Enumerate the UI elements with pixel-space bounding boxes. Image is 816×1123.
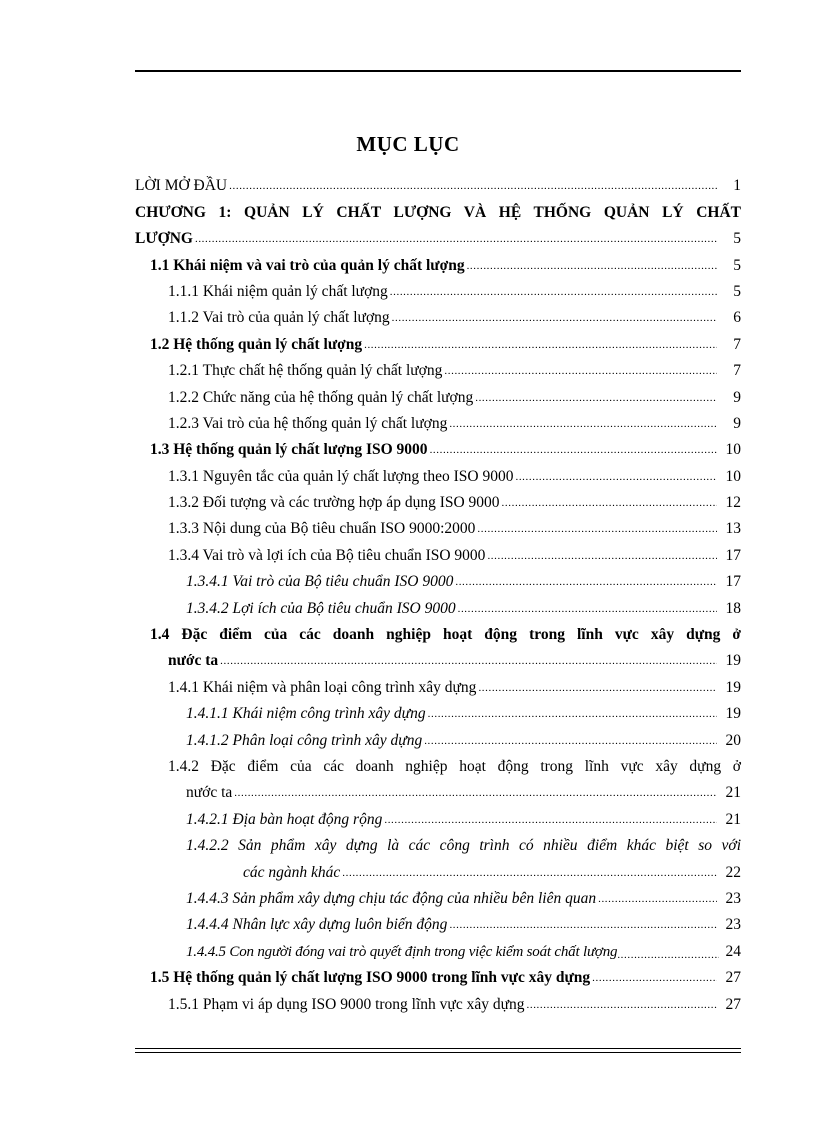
dot-leader (392, 311, 717, 325)
dot-leader (384, 813, 717, 827)
toc-page-number: 24 (725, 942, 741, 960)
toc-entry-label: 1.4.2 Đặc điểm của các doanh nghiệp hoạt động trong lĩnh vực xây dựng ở (168, 757, 741, 775)
toc-page-number: 10 (725, 441, 741, 459)
page-title: MỤC LỤC (356, 132, 460, 156)
dot-leader (234, 786, 717, 800)
toc-page-number: 19 (725, 678, 741, 696)
toc-entry-label: 1.2.1 Thực chất hệ thống quản lý chất lượng (168, 362, 443, 380)
toc-entry-1-1-2[interactable] (135, 302, 741, 328)
toc-page-number: 17 (725, 573, 741, 591)
toc-entry-1-3-3[interactable] (135, 513, 741, 539)
toc-entry-1-5[interactable] (135, 962, 741, 988)
toc-entry-1-4-2-2-line1[interactable] (135, 830, 741, 856)
dot-leader (467, 259, 717, 273)
toc-entry-1-4-line2[interactable] (135, 645, 741, 671)
toc-entry-1-3[interactable] (135, 434, 741, 460)
toc-page-number: 5 (733, 256, 741, 274)
toc-entry-label: 1.1 Khái niệm và vai trò của quản lý chất lượng (150, 256, 465, 274)
toc-page-number: 12 (725, 494, 741, 512)
toc-entry-1-2-1[interactable] (135, 355, 741, 381)
toc-page-number: 20 (725, 731, 741, 749)
toc-page-number: 6 (733, 309, 741, 327)
toc-entry-label: 1.3.4.2 Lợi ích của Bộ tiêu chuẩn ISO 9000 (186, 599, 456, 617)
toc-page-number: 19 (725, 652, 741, 670)
toc-page-number: 17 (725, 546, 741, 564)
toc-entry-label: 1.2 Hệ thống quản lý chất lượng (150, 335, 363, 353)
toc-entry-label: 1.4.4.5 Con người đóng vai trò quyết định trong việc kiểm soát chất lượng (186, 943, 618, 960)
toc-entry-1-4-line1[interactable] (135, 619, 741, 645)
table-of-contents (135, 170, 741, 1015)
toc-entry-label: nước ta (186, 784, 233, 802)
toc-page-number: 13 (725, 520, 741, 538)
dot-leader (458, 602, 717, 616)
toc-entry-chapter-1-line1[interactable] (135, 196, 741, 222)
toc-entry-label: 1.1.2 Vai trò của quản lý chất lượng (168, 309, 390, 327)
dot-leader (220, 654, 717, 668)
toc-entry-1-4-2-1[interactable] (135, 803, 741, 829)
toc-entry-label: 1.3.4 Vai trò và lợi ích của Bộ tiêu chuẩn ISO 9000 (168, 546, 486, 564)
toc-page-number: 27 (725, 995, 741, 1013)
toc-entry-label: 1.3.2 Đối tượng và các trường hợp áp dụng ISO 9000 (168, 494, 500, 512)
toc-entry-label: 1.5.1 Phạm vi áp dụng ISO 9000 trong lĩnh vực xây dựng (168, 995, 525, 1013)
dot-leader (598, 892, 717, 906)
toc-entry-label: CHƯƠNG 1: QUẢN LÝ CHẤT LƯỢNG VÀ HỆ THỐNG QUẢN LÝ CHẤT (135, 203, 741, 221)
toc-page-number: 7 (733, 335, 741, 353)
toc-page-number: 7 (733, 362, 741, 380)
toc-page-number: 5 (733, 282, 741, 300)
dot-leader (502, 496, 717, 510)
toc-page-number: 19 (725, 705, 741, 723)
dot-leader (617, 948, 719, 962)
toc-entry-1-4-1[interactable] (135, 671, 741, 697)
dot-leader (364, 338, 717, 352)
dot-leader (449, 417, 717, 431)
toc-page-number: 10 (725, 467, 741, 485)
toc-entry-label: 1.2.2 Chức năng của hệ thống quản lý chất lượng (168, 388, 474, 406)
toc-entry-1-4-4-4[interactable] (135, 909, 741, 935)
toc-entry-label: 1.3 Hệ thống quản lý chất lượng ISO 9000 (150, 441, 428, 459)
toc-entry-1-4-4-5[interactable] (135, 935, 741, 961)
dot-leader (390, 285, 717, 299)
dot-leader (424, 734, 717, 748)
dot-leader (592, 971, 717, 985)
toc-entry-label: 1.4.4.3 Sản phẩm xây dựng chịu tác động của nhiều bên liên quan (186, 889, 597, 907)
toc-entry-1-2-2[interactable] (135, 381, 741, 407)
toc-entry-label: 1.5 Hệ thống quản lý chất lượng ISO 9000 trong lĩnh vực xây dựng (150, 969, 591, 987)
footer-rule (135, 1048, 741, 1053)
toc-page-number: 9 (733, 414, 741, 432)
toc-entry-label: 1.4.1.2 Phân loại công trình xây dựng (186, 731, 423, 749)
toc-entry-label: 1.4 Đặc điểm của các doanh nghiệp hoạt động trong lĩnh vực xây dựng ở (150, 626, 741, 644)
toc-entry-chapter-1-line2[interactable] (135, 223, 741, 249)
toc-page-number: 18 (725, 599, 741, 617)
toc-entry-1-3-4-2[interactable] (135, 592, 741, 618)
dot-leader (428, 707, 717, 721)
toc-entry-1-4-2-line1[interactable] (135, 751, 741, 777)
toc-entry-intro[interactable] (135, 170, 741, 196)
toc-page-number: 22 (725, 863, 741, 881)
toc-page-number: 5 (733, 230, 741, 248)
toc-entry-label: 1.3.3 Nội dung của Bộ tiêu chuẩn ISO 9000:2000 (168, 520, 476, 538)
dot-leader (430, 443, 717, 457)
toc-entry-1-1-1[interactable] (135, 276, 741, 302)
dot-leader (449, 918, 717, 932)
toc-entry-1-3-4[interactable] (135, 539, 741, 565)
toc-entry-1-4-1-1[interactable] (135, 698, 741, 724)
dot-leader (478, 681, 717, 695)
toc-entry-label: nước ta (168, 652, 219, 670)
toc-entry-1-4-2-line2[interactable] (135, 777, 741, 803)
toc-entry-label: 1.3.1 Nguyên tắc của quản lý chất lượng theo ISO 9000 (168, 467, 514, 485)
dot-leader (475, 391, 717, 405)
dot-leader (477, 522, 717, 536)
toc-entry-label: 1.4.4.4 Nhân lực xây dựng luôn biến động (186, 916, 448, 934)
toc-entry-label: 1.4.2.1 Địa bàn hoạt động rộng (186, 810, 383, 828)
toc-entry-label: 1.2.3 Vai trò của hệ thống quản lý chất lượng (168, 414, 448, 432)
toc-page-number: 27 (725, 969, 741, 987)
toc-entry-label: 1.4.1.1 Khái niệm công trình xây dựng (186, 705, 426, 723)
dot-leader (195, 232, 717, 246)
dot-leader (229, 179, 717, 193)
toc-entry-label: 1.3.4.1 Vai trò của Bộ tiêu chuẩn ISO 9000 (186, 573, 454, 591)
dot-leader (527, 998, 718, 1012)
toc-entry-label: LỜI MỞ ĐẦU (135, 177, 228, 195)
toc-page-number: 21 (725, 810, 741, 828)
dot-leader (515, 470, 717, 484)
toc-entry-1-4-2-2-line2[interactable] (135, 856, 741, 882)
toc-entry-1-4-4-3[interactable] (135, 883, 741, 909)
toc-entry-label: các ngành khác (243, 863, 341, 881)
toc-page-number: 23 (725, 916, 741, 934)
toc-entry-label: LƯỢNG (135, 230, 193, 248)
dot-leader (487, 549, 717, 563)
toc-entry-label: 1.4.1 Khái niệm và phân loại công trình xây dựng (168, 678, 477, 696)
header-rule (135, 70, 741, 72)
dot-leader (455, 575, 717, 589)
toc-entry-1-3-2[interactable] (135, 487, 741, 513)
dot-leader (342, 866, 717, 880)
toc-entry-1-2[interactable] (135, 328, 741, 354)
toc-page-number: 1 (733, 177, 741, 195)
toc-entry-1-5-1[interactable] (135, 988, 741, 1014)
toc-page-number: 9 (733, 388, 741, 406)
toc-entry-1-1[interactable] (135, 249, 741, 275)
toc-entry-label: 1.4.2.2 Sản phẩm xây dựng là các công trình có nhiều điểm khác biệt so với (186, 837, 741, 855)
toc-page-number: 23 (725, 889, 741, 907)
toc-entry-1-3-4-1[interactable] (135, 566, 741, 592)
toc-entry-1-3-1[interactable] (135, 460, 741, 486)
toc-page-number: 21 (725, 784, 741, 802)
toc-entry-1-4-1-2[interactable] (135, 724, 741, 750)
toc-entry-label: 1.1.1 Khái niệm quản lý chất lượng (168, 282, 388, 300)
dot-leader (444, 364, 717, 378)
toc-entry-1-2-3[interactable] (135, 408, 741, 434)
